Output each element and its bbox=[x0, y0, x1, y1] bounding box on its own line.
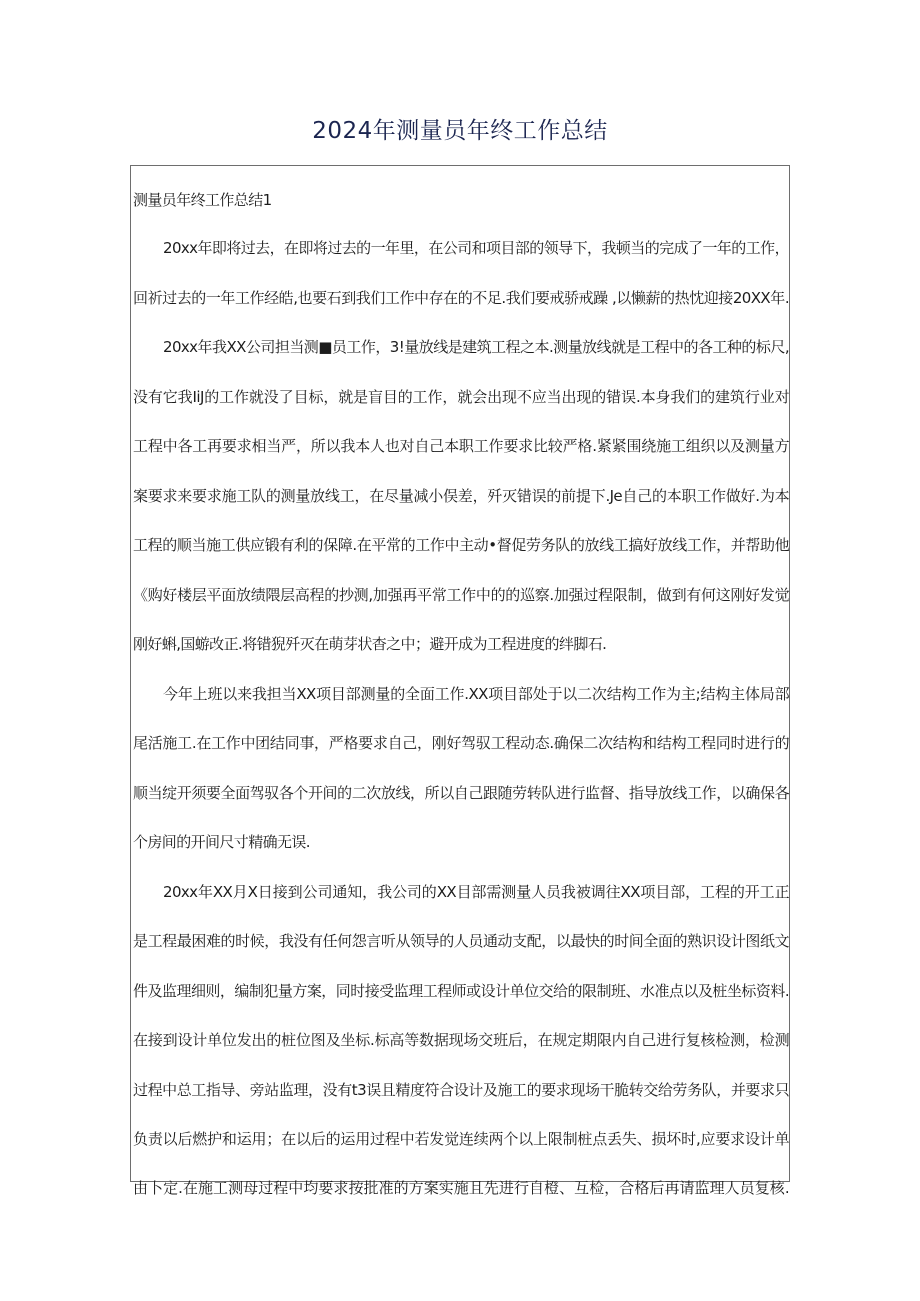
paragraph-line: 回祈过去的一年工作经皓,也要石到我们工作中存在的不足.我们要戒骄戒躁 ,以懒薪的热忱迎接20XX年. bbox=[133, 289, 789, 307]
paragraph-line: 刚好蝌,国蝣改正.将错猊歼灭在萌芽状杳之中；避开成为工程进度的绊脚石. bbox=[133, 635, 607, 653]
paragraph-line: 个房间的开间尺寸精确无误. bbox=[133, 833, 310, 851]
paragraph-line: 没有它我IiJ的工作就没了目标，就是盲目的工作，就会出现不应当出现的错误.本身我们的建筑行业对 bbox=[133, 388, 789, 406]
paragraph-line: 顺当绽开须要全面驾驭各个开间的二次放线，所以自己跟随劳转队进行监督、指导放线工作，以确保各 bbox=[133, 784, 789, 802]
paragraph-line: 《购好楼层平面放绩隈层高程的抄测,加强再平常工作中的的巡察.加强过程限制，做到有何这刚好发觉 bbox=[133, 586, 789, 604]
paragraph-line: 件及监理细则，编制犯量方案，同时接受监理工程师或设计单位交给的限制班、水准点以及桩坐标资料. bbox=[133, 982, 789, 1000]
document-title: 2024年测量员年终工作总结 bbox=[312, 118, 608, 144]
paragraph-line: 20xx年即将过去，在即将过去的一年里，在公司和项目部的领导下，我顿当的完成了一年的工作， bbox=[163, 239, 789, 257]
paragraph-line: 工程中各工再要求相当严，所以我本人也对自己本职工作要求比较严格.紧紧围绕施工组织以及测量方 bbox=[133, 437, 789, 455]
paragraph-line: 负责以后燃护和运用；在以后的运用过程中若发觉连续两个以上限制桩点丢失、损坏时,应要求设计单 bbox=[133, 1130, 789, 1148]
paragraph-line: 20xx年XX月X日接到公司通知，我公司的XX目部需测量人员我被调往XX项目部，工程的开工正 bbox=[163, 883, 789, 901]
document-body-box bbox=[130, 165, 790, 1197]
paragraph-line: 工程的顺当施工供应锻有利的保障.在平常的工作中主动•督促劳务队的放线工搞好放线工作，并帮助他 bbox=[133, 536, 789, 554]
paragraph-line: 案要求来要求施工队的测量放线工，在尽量减小俣差，歼灭错误的前提下.Je自己的本职工作做好.为本 bbox=[133, 487, 789, 505]
section-heading: 测量员年终工作总结1 bbox=[133, 191, 272, 209]
paragraph-line: 是工程最困难的时候，我没有任何怨言听从领导的人员通动支配，以最快的时间全面的熟识设计图纸文 bbox=[133, 932, 789, 950]
paragraph-line: 20xx年我XX公司担当测■员工作，3!量放线是建筑工程之本.测量放线就是工程中的各工种的标尺, bbox=[163, 338, 789, 356]
paragraph-line: 由卜定.在施工测母过程中均要求按批准的方案实施且先进行自橙、互检，合格后再请监理人员复核. bbox=[133, 1179, 789, 1197]
paragraph-line: 今年上班以来我担当XX项目部测量的全面工作.XX项目部处于以二次结构工作为主;结构主体局部 bbox=[163, 685, 789, 703]
paragraph-line: 在接到设计单位发出的桩位图及坐标.标高等数据现场交班后，在规定期限内自己进行复核检测，检测 bbox=[133, 1031, 789, 1049]
paragraph-line: 过程中总工指导、旁站监理，没有t3误且精度符合设计及施工的要求现场干脆转交给劳务队，并要求只 bbox=[133, 1081, 789, 1099]
paragraph-line: 尾活施工.在工作中团结同事，严格要求自己，刚好驾驭工程动态.确保二次结构和结构工程同时进行的 bbox=[133, 734, 789, 752]
